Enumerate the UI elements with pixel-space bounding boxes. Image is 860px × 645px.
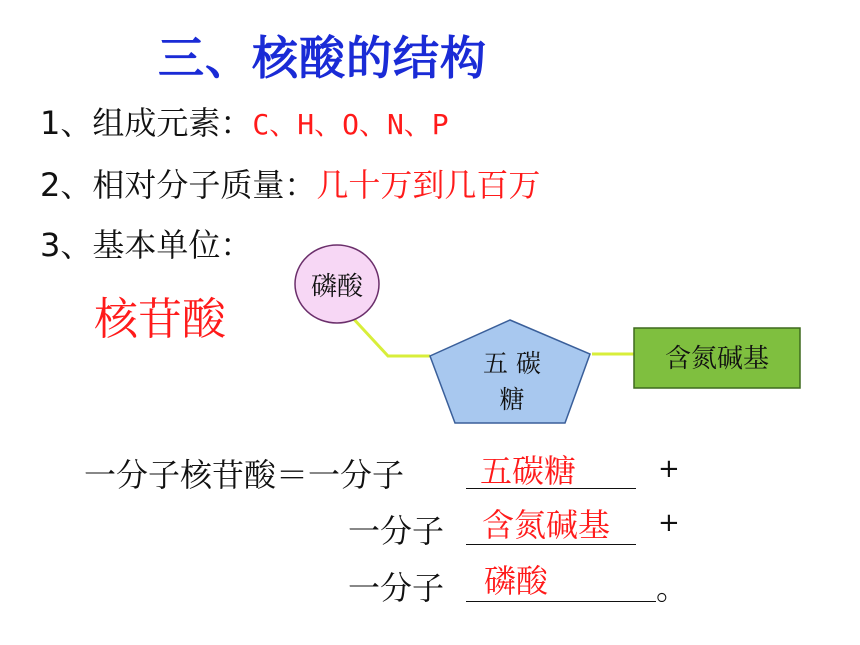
basic-unit-label: 3、基本单位： xyxy=(40,226,253,264)
answer-3: 磷酸 xyxy=(484,562,549,600)
molecular-mass-label: 2、相对分子质量： xyxy=(40,166,317,204)
equation-lhs xyxy=(84,450,404,496)
composition-value: C、H、O、N、P xyxy=(252,108,449,141)
equation-prefix-2: 一分子 xyxy=(348,512,445,550)
answer-1: 五碳糖 xyxy=(480,452,577,490)
nucleotide-label: 核苷酸 xyxy=(94,294,226,345)
phosphate-text: 磷酸 xyxy=(310,272,364,302)
equation-prefix-1: 一分子 xyxy=(308,456,405,494)
pentose-text-line2: 糖 xyxy=(499,385,525,414)
pentose-text-line1: 五 碳 xyxy=(483,349,541,378)
equation-prefix-3: 一分子 xyxy=(348,569,445,607)
answer-2: 含氮碱基 xyxy=(482,506,611,544)
page-title: 三、核酸的结构 xyxy=(158,31,487,85)
phosphate-sugar-connector xyxy=(350,315,430,356)
equation-lhs-text: 一分子核苷酸＝ xyxy=(84,456,309,494)
composition-label: 1、组成元素： xyxy=(40,104,253,142)
molecular-mass-value: 几十万到几百万 xyxy=(316,166,541,204)
plus-1: + xyxy=(658,454,680,484)
plus-2: + xyxy=(658,508,680,538)
end-mark: 。 xyxy=(656,569,689,607)
base-text: 含氮碱基 xyxy=(664,344,770,374)
